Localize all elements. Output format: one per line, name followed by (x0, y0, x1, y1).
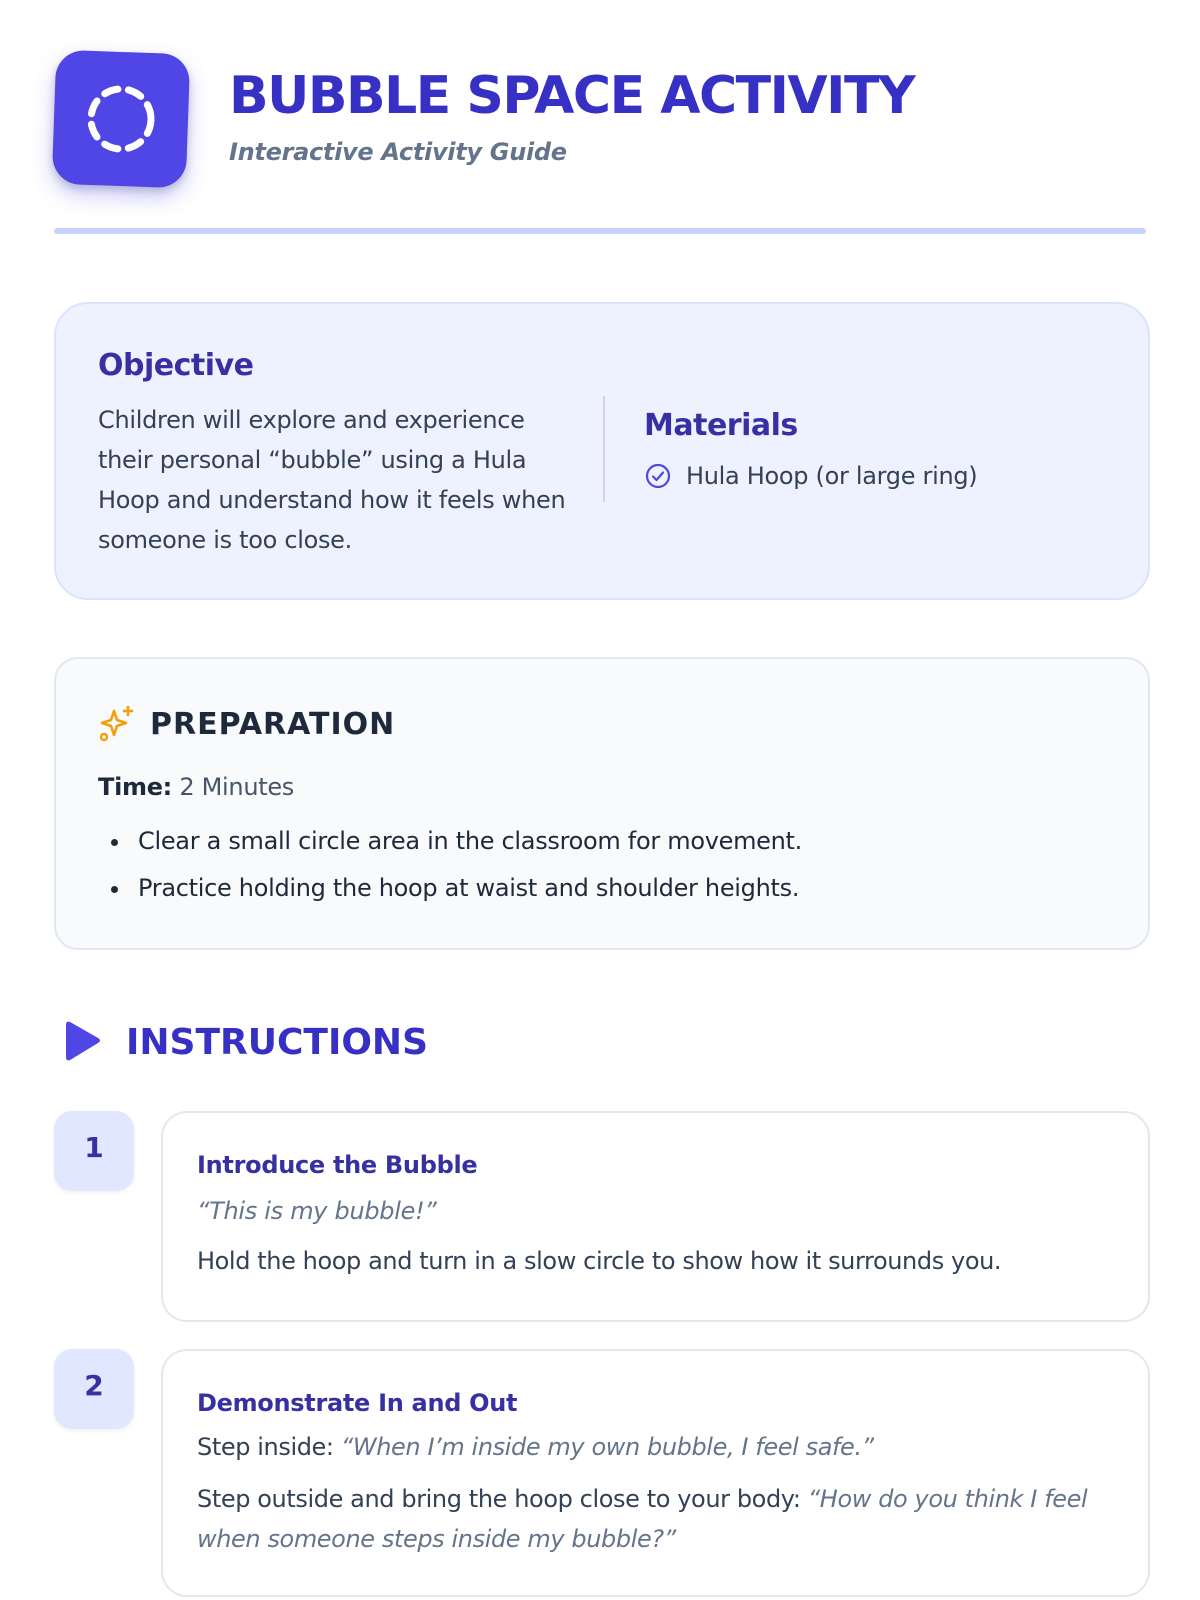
play-icon (60, 1018, 104, 1066)
dashed-circle-icon (82, 80, 161, 159)
preparation-list (98, 819, 802, 913)
objective-text: Children will explore and experience their personal “bubble” using a Hula Hoop and understand how it feels when someone is too close. (98, 406, 566, 554)
step-quote: “How do you think I feel when someone steps inside my bubble?” (197, 1485, 1088, 1553)
step-title: Introduce the Bubble (197, 1151, 478, 1179)
page-subtitle: Interactive Activity Guide (229, 138, 567, 166)
preparation-time (98, 773, 294, 801)
step-number-badge: 2 (54, 1349, 134, 1429)
preparation-card (54, 657, 1150, 950)
page-title: BUBBLE SPACE ACTIVITY (229, 66, 915, 126)
step-quote: “When I’m inside my own bubble, I feel safe.” (340, 1433, 874, 1461)
step-text (197, 1479, 1118, 1559)
instructions-header (60, 1018, 428, 1066)
step-text: Hold the hoop and turn in a slow circle to show how it surrounds you. (197, 1247, 1002, 1275)
step-number-badge: 1 (54, 1111, 134, 1191)
step-title: Demonstrate In and Out (197, 1389, 518, 1417)
card-divider (603, 396, 605, 502)
materials-item (644, 462, 977, 490)
sparkles-icon (98, 705, 136, 743)
materials-title: Materials (644, 408, 798, 443)
step-card (161, 1349, 1150, 1597)
step-text (197, 1427, 1118, 1467)
check-circle-icon (644, 462, 672, 490)
list-item: Practice holding the hoop at waist and shoulder heights. (98, 866, 802, 913)
preparation-header (98, 705, 395, 743)
list-item: Clear a small circle area in the classroom for movement. (98, 819, 802, 866)
objective-title: Objective (98, 348, 254, 383)
header-divider (54, 228, 1146, 234)
step-card (161, 1111, 1150, 1322)
materials-item-label: Hula Hoop (or large ring) (686, 462, 978, 490)
step-line-prefix: Step outside and bring the hoop close to your body: (197, 1485, 801, 1513)
step-line-prefix: Step inside: (197, 1433, 334, 1461)
time-value: 2 Minutes (179, 773, 295, 801)
page-header (54, 0, 1146, 232)
preparation-title: PREPARATION (150, 706, 396, 742)
instructions-title: INSTRUCTIONS (126, 1021, 428, 1063)
step-quote: “This is my bubble!” (197, 1197, 437, 1225)
activity-logo (52, 50, 191, 189)
time-label: Time: (98, 773, 172, 801)
objective-card (54, 302, 1150, 600)
